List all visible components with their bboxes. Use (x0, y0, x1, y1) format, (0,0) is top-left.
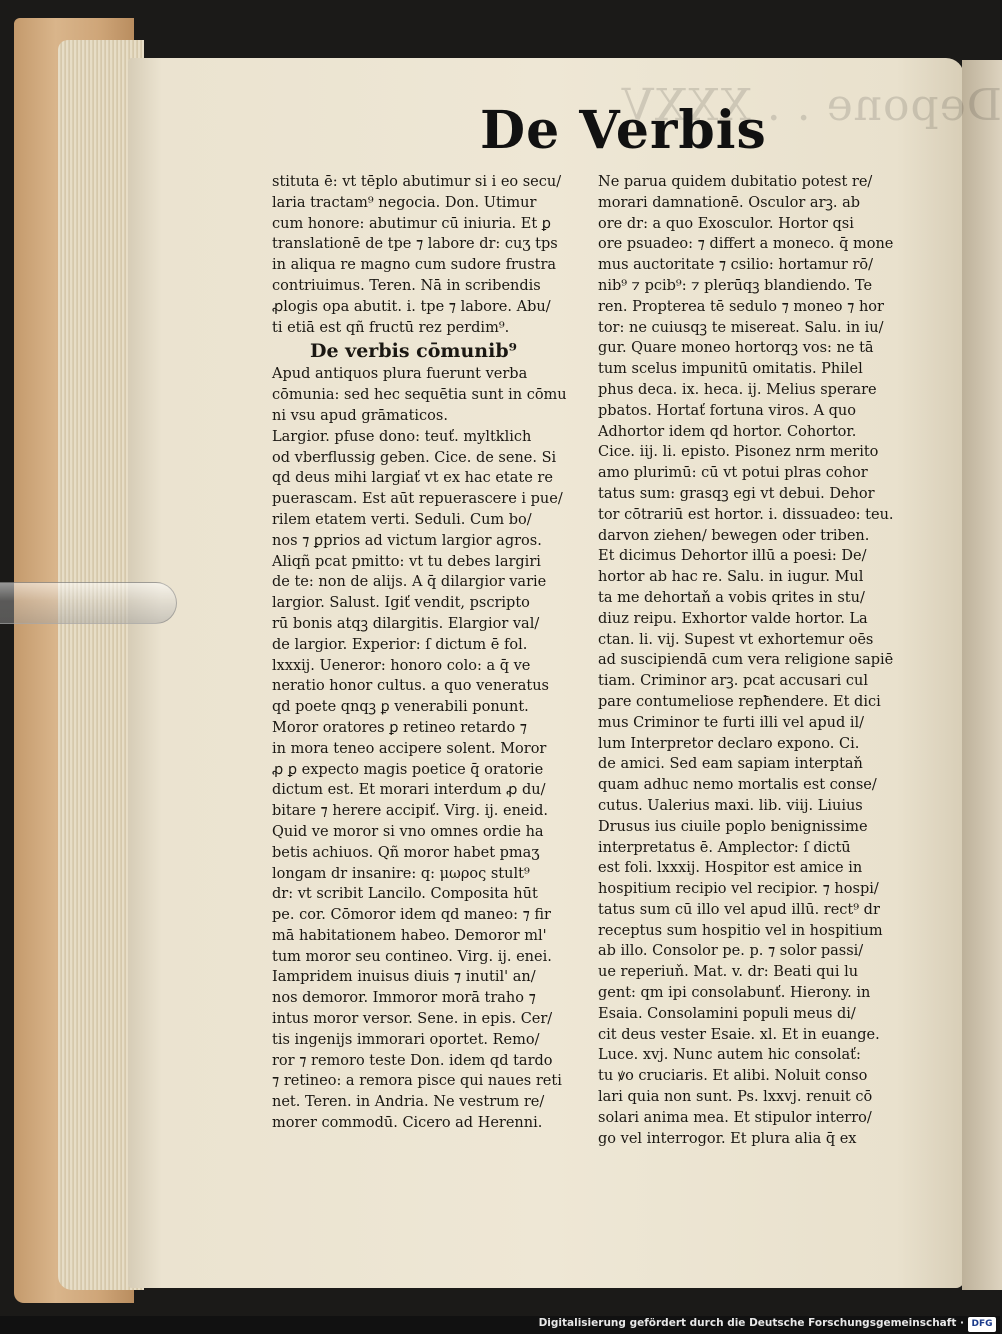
text-line: ctan. li. vij. Supest vt exhortemur oēs (598, 631, 874, 648)
text-line: Ne parua quidem dubitatio potest re/ (598, 174, 873, 190)
text-line: longam dr insanire: q: μωρος stult⁹ (272, 865, 530, 882)
text-line: Esaia. Consolamini populi meus di/ (598, 1005, 856, 1022)
right-text-column (598, 172, 930, 1149)
text-line: qd deus mihi largiať vt ex hac etate re (272, 470, 553, 487)
text-line: pare contumeliose repħendere. Et dici (598, 693, 881, 710)
page-header-title: De Verbis (480, 100, 767, 161)
text-line: dictum est. Et morari interdum ꝓ du/ (272, 782, 546, 799)
facing-page-edge (962, 60, 1002, 1290)
text-line: net. Teren. in Andria. Ne vestrum re/ (272, 1094, 545, 1111)
text-line: laria tractam⁹ negocia. Don. Utimur (272, 194, 537, 211)
text-line: in mora teneo accipere solent. Moror (272, 740, 547, 757)
text-line: ab illo. Consolor pe. p. ⁊ solor passi/ (598, 943, 864, 960)
text-line: de te: non de alijs. A q̄ dilargior varie (272, 574, 547, 591)
text-line: largior. Salust. Igiť vendit, pscripto (272, 595, 530, 612)
text-line: ni vsu apud grāmaticos. (272, 407, 448, 424)
text-line: Drusus ius ciuile poplo benignissime (598, 818, 868, 835)
text-line: lari quia non sunt. Ps. lxxvj. renuit cō (598, 1089, 873, 1106)
text-line: qd poete qnqꝫ ꝑ venerabili ponunt. (272, 699, 529, 716)
text-line: betis achiuos. Qñ moror habet pmaʒ (272, 844, 540, 861)
text-line: ren. Propterea tē sedulo ⁊ moneo ⁊ hor (598, 298, 884, 315)
text-line: hortor ab hac re. Salu. in iugur. Mul (598, 569, 864, 586)
text-line: ꝓ ꝑ expecto magis poetice q̄ oratorie (272, 761, 544, 778)
text-line: Quid ve moror si vno omnes ordie ha (272, 823, 544, 840)
text-line: mus auctoritate ⁊ csilio: hortamur rō/ (598, 257, 874, 274)
text-line: hospitium recipio vel recipior. ⁊ hospi/ (598, 881, 879, 898)
text-line: tis ingenijs immorari oportet. Remo/ (272, 1031, 540, 1048)
text-line: Largior. pfuse dono: teuť. myltklich (272, 428, 532, 445)
text-line: translationē de tpe ⁊ labore dr: cuʒ tps (272, 236, 558, 253)
text-line: rilem etatem verti. Seduli. Cum bo/ (272, 511, 532, 528)
text-line: rū bonis atqꝫ dilargitis. Elargior val/ (272, 615, 540, 632)
text-line: Apud antiquos plura fuerunt verba (272, 366, 528, 383)
text-line: Aliqñ pcat pmitto: vt tu debes largiri (272, 553, 541, 570)
text-line: gent: qm ipi consolabunť. Hierony. in (598, 985, 871, 1002)
left-column-entries (272, 364, 602, 1133)
text-line: Luce. xvj. Nunc autem hic consolať: (598, 1047, 861, 1064)
text-line: tor cōtrariū est hortor. i. dissuadeo: teu. (598, 506, 894, 523)
text-line: morari damnationē. Osculor arꝫ. ab (598, 194, 861, 211)
dfg-logo: DFG (968, 1317, 996, 1332)
text-line: nos ⁊ ꝑprios ad victum largior agros. (272, 532, 542, 549)
text-line: od vberflussig geben. Cice. de sene. Si (272, 449, 557, 466)
bleed-through-text: Depone . . XXXV (620, 80, 1002, 131)
text-line: cit deus vester Esaie. xl. Et in euange. (598, 1026, 880, 1043)
text-line: ror ⁊ remoro teste Don. idem qd tardo (272, 1052, 553, 1069)
text-line: ue reperiuň. Mat. v. dr: Beati qui lu (598, 964, 859, 981)
text-line: nos demoror. Immoror morā traho ⁊ (272, 990, 536, 1007)
text-line: ore dr: a quo Exosculor. Hortor qsi (598, 215, 854, 232)
right-column-entries (598, 172, 930, 1149)
text-line: pe. cor. Cōmoror idem qd maneo: ⁊ fir (272, 907, 551, 924)
text-line: nib⁹ ⁊ pcib⁹: ⁊ plerūqꝫ blandiendo. Te (598, 277, 873, 294)
text-line: quam adhuc nemo mortalis est conse/ (598, 777, 877, 794)
glass-page-holder (0, 582, 177, 624)
text-line: gur. Quare moneo hortorqꝫ vos: ne tā (598, 340, 874, 357)
text-line: mus Criminor te furti illi vel apud il/ (598, 714, 865, 731)
footer-bar (0, 1316, 1000, 1334)
text-line: pbatos. Hortať fortuna viros. A quo (598, 402, 857, 419)
text-line: de largior. Experior: ſ dictum ē fol. (272, 636, 528, 653)
text-line: Adhortor idem qd hortor. Cohortor. (598, 423, 857, 440)
text-line: mā habitationem habeo. Demoror ml' (272, 927, 547, 944)
text-line: ti etiā est qñ fructū rez perdim⁹. (272, 319, 510, 336)
text-line: receptus sum hospitio vel in hospitium (598, 922, 883, 939)
text-line: ꝓlogis opa abutit. i. tpe ⁊ labore. Abu/ (272, 298, 551, 315)
text-line: bitare ⁊ herere accipiť. Virg. ij. eneid. (272, 803, 549, 820)
text-line: tatus sum cū illo vel apud illū. rect⁹ dr (598, 901, 880, 918)
text-line: Et dicimus Dehortor illū a poesi: De/ (598, 548, 867, 565)
text-line: lxxxij. Ueneror: honoro colo: a q̄ ve (272, 657, 531, 674)
text-line: ⁊ retineo: a remora pisce qui naues reti (272, 1073, 562, 1090)
text-line: tatus sum: grasqꝫ egi vt debui. Dehor (598, 485, 875, 502)
text-line: Iampridem inuisus diuis ⁊ inutil' an/ (272, 969, 536, 986)
text-line: phus deca. ix. heca. ij. Melius sperare (598, 381, 877, 398)
text-line: tu ꝟo cruciaris. Et alibi. Noluit conso (598, 1068, 868, 1085)
section-heading: De verbis cōmunib⁹ (310, 340, 517, 363)
text-line: contriuimus. Teren. Nā in scribendis (272, 277, 541, 294)
text-line: amo plurimū: cū vt potui plras cohor (598, 465, 868, 482)
text-line: cōmunia: sed hec sequētia sunt in cōmu (272, 387, 567, 404)
text-line: morer commodū. Cicero ad Herenni. (272, 1115, 543, 1132)
text-line: ta me dehortaň a vobis qrites in stu/ (598, 589, 865, 606)
text-line: tum moror seu contineo. Virg. ij. enei. (272, 948, 552, 965)
text-line: darvon ziehen/ bewegen oder triben. (598, 527, 870, 544)
text-line: tum scelus impunitū omitatis. Philel (598, 361, 863, 378)
text-line: intus moror versor. Sene. in epis. Cer/ (272, 1011, 553, 1028)
text-line: go vel interrogor. Et plura alia q̄ ex (598, 1130, 857, 1147)
text-line: solari anima mea. Et stipulor interro/ (598, 1109, 872, 1126)
text-line: in aliqua re magno cum sudore frustra (272, 257, 557, 274)
text-line: cum honore: abutimur cū iniuria. Et ꝑ (272, 215, 551, 232)
text-line: Cice. iij. li. episto. Pisonez nrm merito (598, 444, 879, 461)
text-line: tor: ne cuiusqꝫ te misereat. Salu. in iu/ (598, 319, 884, 336)
left-column-paragraph (272, 172, 602, 338)
text-line: ad suscipiendā cum vera religione sapiē (598, 652, 894, 669)
text-line: est foli. lxxxij. Hospitor est amice in (598, 860, 863, 877)
text-line: lum Interpretor declaro expono. Ci. (598, 735, 860, 752)
text-line: ore psuadeo: ⁊ differt a moneco. q̄ mone (598, 236, 894, 253)
text-line: cutus. Ualerius maxi. lib. viij. Liuius (598, 797, 863, 814)
text-line: interpretatus ē. Amplector: ſ dictū (598, 839, 851, 856)
text-line: tiam. Criminor arꝫ. pcat accusari cul (598, 673, 869, 690)
text-line: Moror oratores ꝑ retineo retardo ⁊ (272, 719, 527, 736)
text-line: puerascam. Est aūt repuerascere i pue/ (272, 491, 563, 508)
text-line: dr: vt scribit Lancilo. Composita hūt (272, 886, 538, 903)
footer-credit-text: Digitalisierung gefördert durch die Deutsche Forschungsgemeinschaft · (538, 1317, 964, 1329)
text-line: diuz reipu. Exhortor valde hortor. La (598, 610, 868, 627)
text-line: de amici. Sed eam sapiam interptaň (598, 756, 863, 773)
left-text-column (272, 172, 602, 1134)
text-line: stituta ē: vt tēplo abutimur si i eo secu/ (272, 174, 562, 190)
text-line: neratio honor cultus. a quo veneratus (272, 678, 549, 695)
